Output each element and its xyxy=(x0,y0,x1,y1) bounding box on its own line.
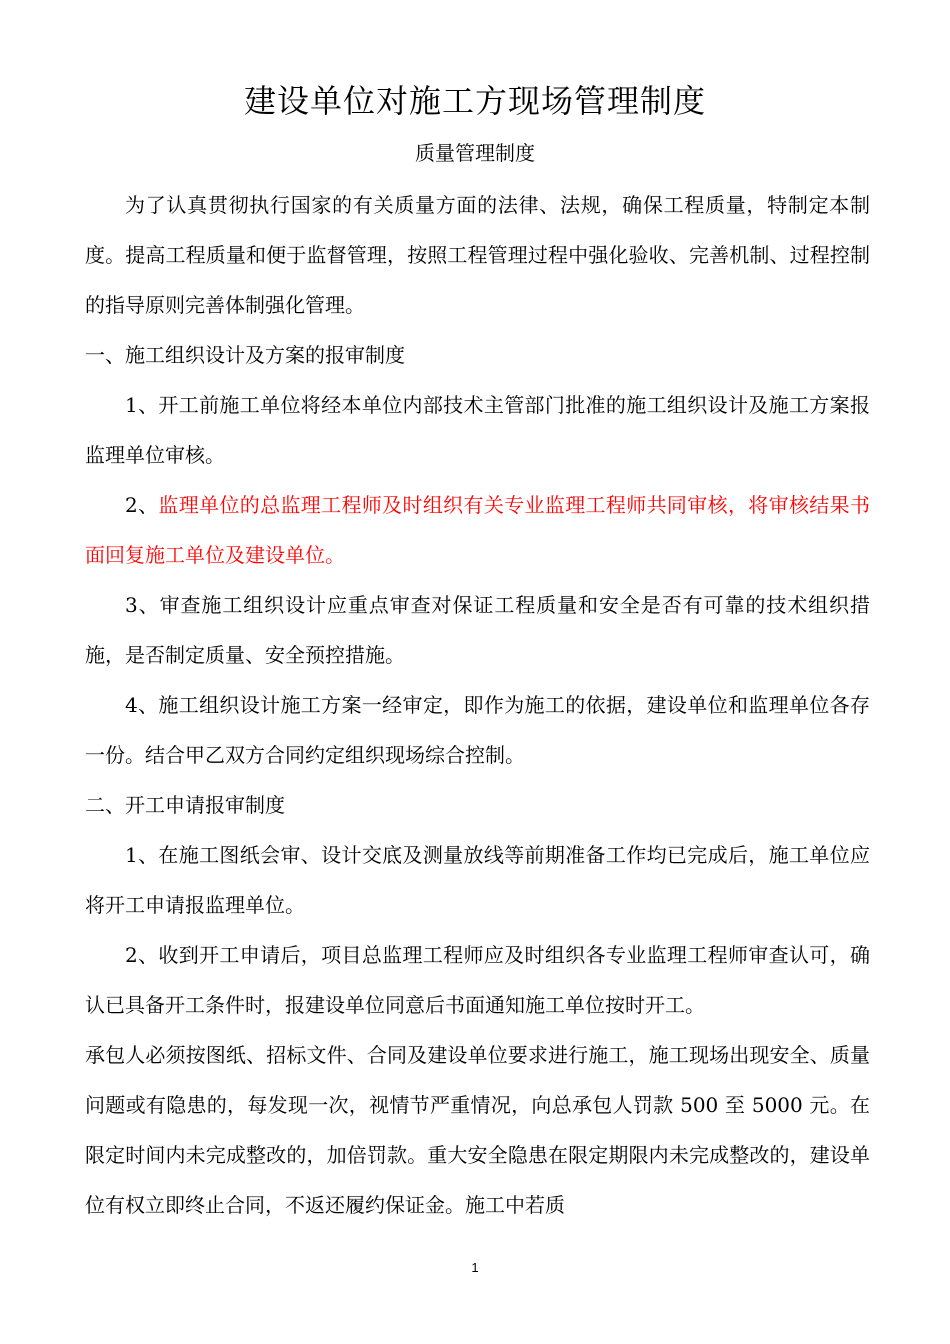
page-number: 1 xyxy=(471,1260,479,1275)
clause-1-3: 3、审查施工组织设计应重点审查对保证工程质量和安全是否有可靠的技术组织措施，是否制定质量、安全预控措施。 xyxy=(85,593,870,667)
clause-1-1: 1、开工前施工单位将经本单位内部技术主管部门批准的施工组织设计及施工方案报监理单位审核。 xyxy=(85,393,870,467)
clause-2-1: 1、在施工图纸会审、设计交底及测量放线等前期准备工作均已完成后，施工单位应将开工申请报监理单位。 xyxy=(85,843,870,917)
clause-1-4: 4、施工组织设计施工方案一经审定，即作为施工的依据，建设单位和监理单位各存一份。结合甲乙双方合同约定组织现场综合控制。 xyxy=(85,693,870,767)
section-heading-2: 二、开工申请报审制度 xyxy=(85,793,285,817)
document-body xyxy=(85,180,870,1230)
highlighted-text: 监理单位的总监理工程师及时组织有关专业监理工程师共同审核，将审核结果书面回复施工单位及建设单位。 xyxy=(85,493,870,567)
clause-2-2: 2、收到开工申请后，项目总监理工程师应及时组织各专业监理工程师审查认可，确认已具备开工条件时，报建设单位同意后书面通知施工单位按时开工。 xyxy=(85,943,870,1017)
clause-number: 2、 xyxy=(125,493,159,517)
section-heading-1: 一、施工组织设计及方案的报审制度 xyxy=(85,343,405,367)
intro-paragraph: 为了认真贯彻执行国家的有关质量方面的法律、法规，确保工程质量，特制定本制度。提高工程质量和便于监督管理，按照工程管理过程中强化验收、完善机制、过程控制的指导原则完善体制强化管理。 xyxy=(85,193,870,317)
clause-1-2 xyxy=(85,480,870,580)
document-subtitle: 质量管理制度 xyxy=(415,141,535,165)
document-title: 建设单位对施工方现场管理制度 xyxy=(243,82,706,120)
contractor-paragraph: 承包人必须按图纸、招标文件、合同及建设单位要求进行施工，施工现场出现安全、质量问题或有隐患的，每发现一次，视情节严重情况，向总承包人罚款 500 至 5000 元。在限定时间内未完成整改的，加倍罚款。重大安全隐患在限定期限内未完成整改的，建设单位有权立即终止合同，不返还履约保证金。施工中若质 xyxy=(85,1043,870,1217)
